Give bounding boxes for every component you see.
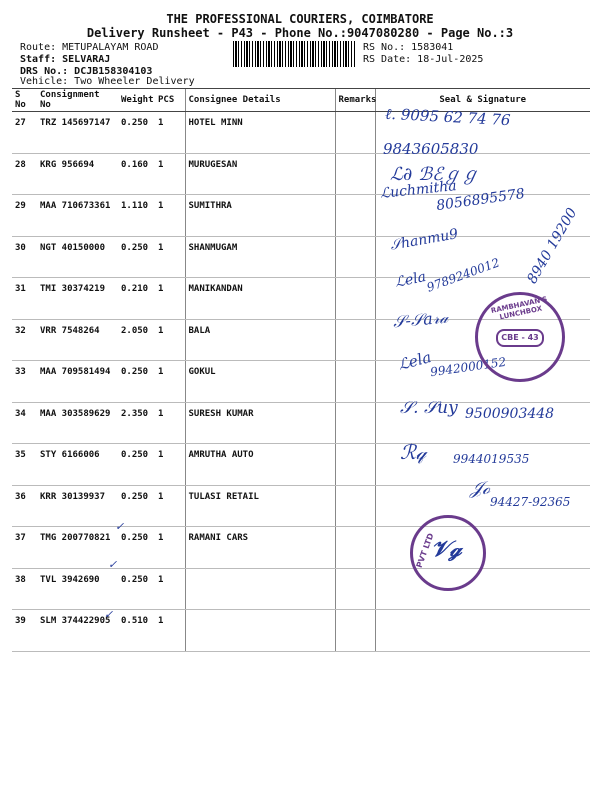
handwritten-signature-34: 𝒮. 𝒮uy <box>400 398 458 418</box>
cell-sno: 27 <box>12 112 37 154</box>
handwritten-phone-28: 9843605830 <box>383 140 479 158</box>
cell-pcs: 1 <box>155 112 185 154</box>
cell-consignment: MAA 303589629 <box>37 402 118 444</box>
cell-remarks <box>335 402 375 444</box>
handwritten-signature-32: 𝒮-𝒮a𝓇𝒶 <box>392 307 449 332</box>
cell-consignee: SHANMUGAM <box>185 236 335 278</box>
handwritten-signature-30: 𝒮hanmu9 <box>389 226 460 254</box>
cell-pcs: 1 <box>155 278 185 320</box>
cell-pcs: 1 <box>155 610 185 652</box>
cell-weight: 0.510 <box>118 610 155 652</box>
cell-weight: 0.210 <box>118 278 155 320</box>
handwritten-phone-27: ℓ. 9095 62 74 76 <box>384 104 511 130</box>
cell-sno: 39 <box>12 610 37 652</box>
cell-signature <box>375 568 590 610</box>
cell-consignee <box>185 610 335 652</box>
cell-sno: 32 <box>12 319 37 361</box>
cell-sno: 29 <box>12 195 37 237</box>
handwritten-phone-31: 9789240012 <box>424 255 502 295</box>
table-row <box>12 610 590 652</box>
cell-remarks <box>335 153 375 195</box>
cell-weight: 0.250 <box>118 485 155 527</box>
rs-number: RS No.: 1583041 <box>363 42 454 53</box>
cell-remarks <box>335 485 375 527</box>
col-header-consignment: Consignment No <box>37 89 118 112</box>
cell-consignment: TMG 200770821 <box>37 527 118 569</box>
cell-consignment: MAA 710673361 <box>37 195 118 237</box>
handwritten-phone-36: 94427-92365 <box>490 495 571 509</box>
col-header-consignee: Consignee Details <box>185 89 335 112</box>
cell-consignment: TVL 3942690 <box>37 568 118 610</box>
cell-sno: 34 <box>12 402 37 444</box>
cell-pcs: 1 <box>155 444 185 486</box>
cell-pcs: 1 <box>155 568 185 610</box>
cell-consignment: KRG 956694 <box>37 153 118 195</box>
cell-consignment: NGT 40150000 <box>37 236 118 278</box>
handwritten-phone-33: 9942000152 <box>429 354 507 380</box>
cell-remarks <box>335 527 375 569</box>
cell-sno: 36 <box>12 485 37 527</box>
cell-consignment: SLM 374422905 <box>37 610 118 652</box>
cell-consignee: GOKUL <box>185 361 335 403</box>
company-seal-stamp: PVT LTD 𝒱ℊ <box>410 515 486 591</box>
lunchbox-stamp: RAMBHAVAN'S LUNCHBOX CBE - 43 <box>475 292 565 382</box>
cell-remarks <box>335 278 375 320</box>
cell-consignee: SUMITHRA <box>185 195 335 237</box>
staff-label: Staff: SELVARAJ <box>20 54 111 65</box>
cell-weight: 1.110 <box>118 195 155 237</box>
cell-remarks <box>335 195 375 237</box>
handwritten-signature-28: ℒ∂ ℬℰℊℊ <box>390 164 480 185</box>
handwritten-phone-34: 9500903448 <box>465 406 555 422</box>
cell-consignee: TULASI RETAIL <box>185 485 335 527</box>
cell-weight: 0.160 <box>118 153 155 195</box>
handwritten-signature-35: ℛ𝓆 <box>400 440 427 464</box>
cell-remarks <box>335 444 375 486</box>
cell-pcs: 1 <box>155 527 185 569</box>
cell-consignee: MANIKANDAN <box>185 278 335 320</box>
cell-sno: 37 <box>12 527 37 569</box>
cell-sno: 35 <box>12 444 37 486</box>
cell-consignment: STY 6166006 <box>37 444 118 486</box>
handwritten-signature-33: ℒela <box>396 347 434 375</box>
cell-remarks <box>335 236 375 278</box>
cell-sno: 31 <box>12 278 37 320</box>
vehicle-label: Vehicle: Two Wheeler Delivery <box>20 76 195 87</box>
cell-remarks <box>335 361 375 403</box>
rs-date: RS Date: 18-Jul-2025 <box>363 54 484 65</box>
route-label: Route: METUPALAYAM ROAD <box>20 42 159 53</box>
cell-consignee: HOTEL MINN <box>185 112 335 154</box>
cell-pcs: 1 <box>155 361 185 403</box>
cell-weight: 0.250 <box>118 568 155 610</box>
cell-pcs: 1 <box>155 195 185 237</box>
cell-consignment: TRZ 145697147 <box>37 112 118 154</box>
barcode <box>233 41 355 67</box>
handwritten-signature-36: 𝒥ℴ <box>470 478 491 499</box>
table-row <box>12 236 590 278</box>
col-header-weight: Weight <box>118 89 155 112</box>
cell-pcs: 1 <box>155 319 185 361</box>
handwritten-signature-31: ℒela <box>393 268 428 292</box>
drs-label: DRS No.: DCJB158304103 <box>20 66 153 77</box>
tick-mark-39: ✓ <box>104 608 114 621</box>
col-header-signature: Seal & Signature <box>375 89 590 112</box>
tick-mark-38: ✓ <box>108 558 118 571</box>
cell-remarks <box>335 112 375 154</box>
table-row <box>12 527 590 569</box>
cell-weight: 0.250 <box>118 236 155 278</box>
cell-sno: 30 <box>12 236 37 278</box>
cell-consignee: BALA <box>185 319 335 361</box>
cell-weight: 0.250 <box>118 112 155 154</box>
cell-weight: 2.350 <box>118 402 155 444</box>
cell-consignee <box>185 568 335 610</box>
runsheet-subtitle: Delivery Runsheet - P43 - Phone No.:9047080280 - Page No.:3 <box>86 26 514 40</box>
cell-sno: 38 <box>12 568 37 610</box>
cell-pcs: 1 <box>155 236 185 278</box>
cell-pcs: 1 <box>155 485 185 527</box>
handwritten-signature-29: ℒuchmitha <box>379 178 458 202</box>
cell-weight: 0.250 <box>118 361 155 403</box>
handwritten-phone-35: 9944019535 <box>453 452 530 466</box>
col-header-pcs: PCS <box>155 89 185 112</box>
cell-consignee: SURESH KUMAR <box>185 402 335 444</box>
col-header-remarks: Remarks <box>335 89 375 112</box>
cell-pcs: 1 <box>155 402 185 444</box>
cell-signature <box>375 610 590 652</box>
cell-sno: 28 <box>12 153 37 195</box>
cell-remarks <box>335 610 375 652</box>
cell-remarks <box>335 319 375 361</box>
tick-mark-37: ✓ <box>115 520 125 533</box>
cell-sno: 33 <box>12 361 37 403</box>
cell-pcs: 1 <box>155 153 185 195</box>
cell-consignee: RAMANI CARS <box>185 527 335 569</box>
company-title: THE PROFESSIONAL COURIERS, COIMBATORE <box>166 12 434 26</box>
cell-consignee: AMRUTHA AUTO <box>185 444 335 486</box>
cell-consignee: MURUGESAN <box>185 153 335 195</box>
cell-consignment: TMI 30374219 <box>37 278 118 320</box>
handwritten-phone-29: 8056895578 <box>435 185 526 215</box>
cell-weight: 0.250 <box>118 444 155 486</box>
cell-consignment: MAA 709581494 <box>37 361 118 403</box>
table-header-row <box>12 89 590 112</box>
cell-weight: 0.250 <box>118 527 155 569</box>
cell-consignment: VRR 7548264 <box>37 319 118 361</box>
col-header-sno: S No <box>12 89 37 112</box>
cell-consignment: KRR 30139937 <box>37 485 118 527</box>
handwritten-phone-30: 8940 19200 <box>524 205 581 287</box>
cell-weight: 2.050 <box>118 319 155 361</box>
table-row <box>12 568 590 610</box>
cell-remarks <box>335 568 375 610</box>
